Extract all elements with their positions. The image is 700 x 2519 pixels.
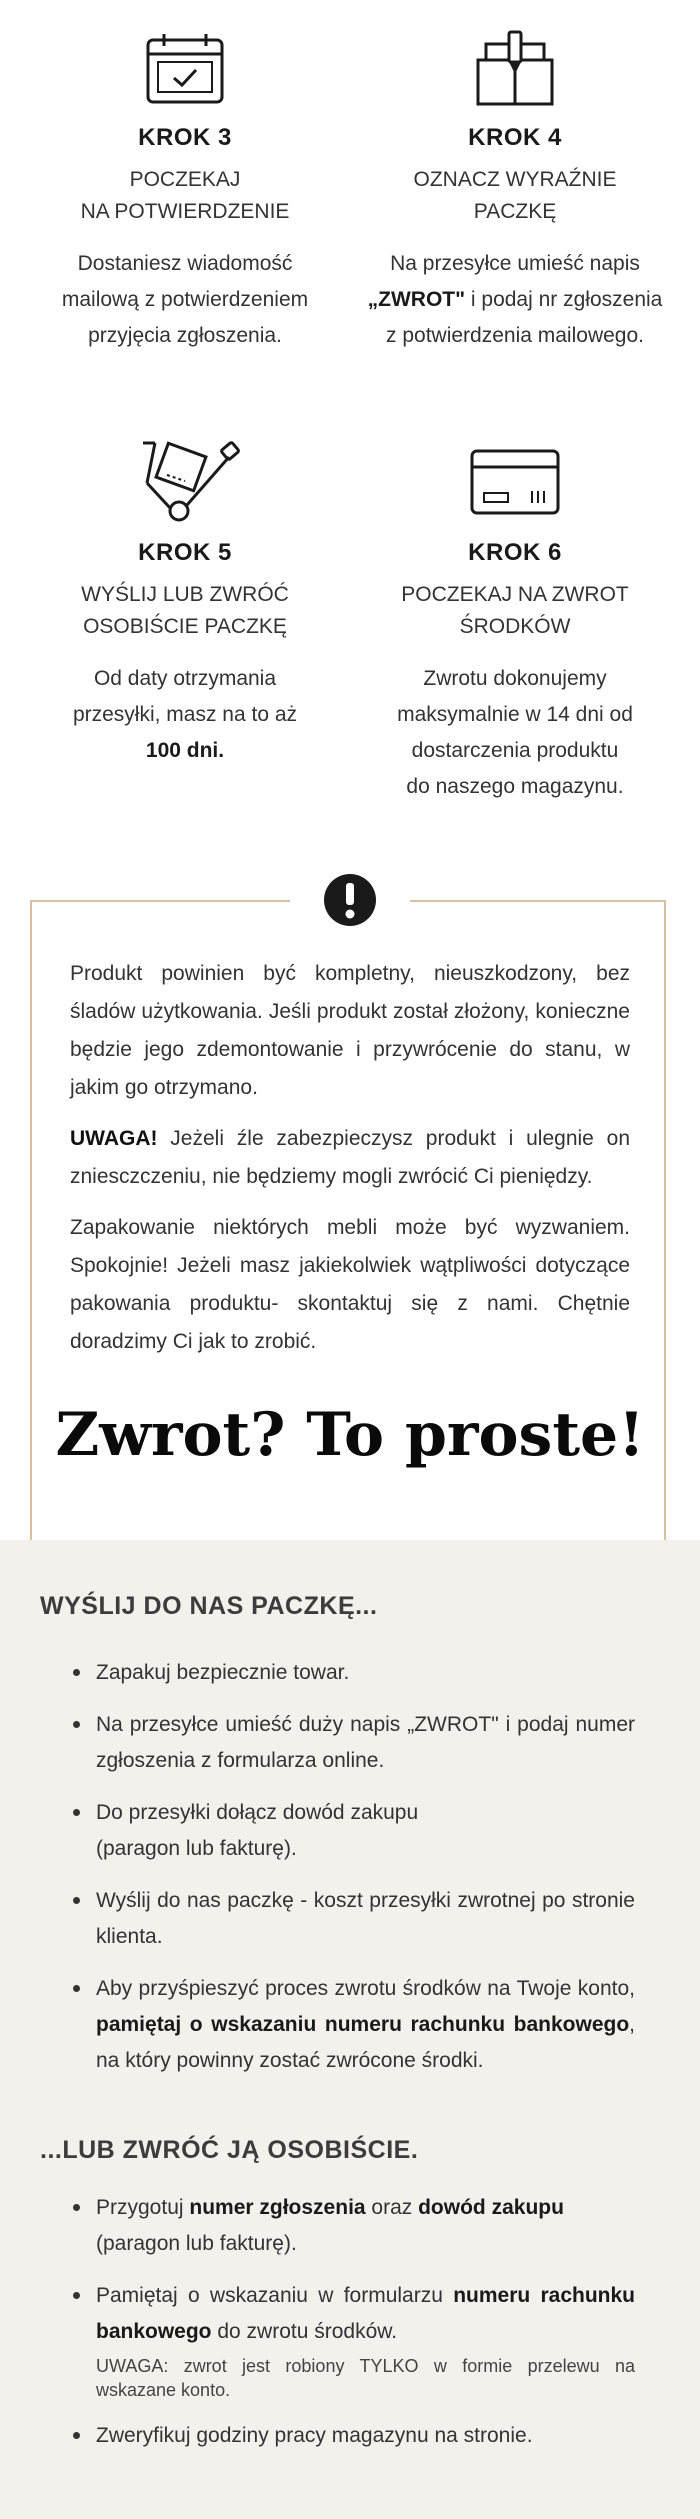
step-6-title: KROK 6 [468, 539, 562, 566]
step-3 [20, 30, 350, 354]
list-item: Aby przyśpieszyć proces zwrotu środków na Twoje konto, pamiętaj o wskazaniu numeru rachunku bankowego, na który powinny zostać zwrócone środki. [40, 1971, 635, 2079]
step-5-subtitle: WYŚLIJ LUB ZWRÓĆ OSOBIŚCIE PACZKĘ [81, 583, 289, 638]
step-3-subtitle: POCZEKAJ NA POTWIERDZENIE [80, 168, 290, 223]
step-5-title: KROK 5 [138, 539, 232, 566]
step-3-description: Dostaniesz wiadomość mailową z potwierdzeniem przyjęcia zgłoszenia. [61, 252, 309, 347]
credit-card-icon [460, 435, 570, 525]
box-marker-icon [460, 30, 570, 110]
step-4-description: Na przesyłce umieść napis „ZWROT" i podaj nr zgłoszenia z potwierdzenia mailowego. [367, 252, 663, 347]
notice-paragraph-1: Produkt powinien być kompletny, nieuszkodzony, bez śladów użytkowania. Jeśli produkt został złożony, konieczne będzie jego zdemontowanie i przywrócenie do stanu, w jakim go otrzymano. [70, 962, 630, 1099]
list-item: Przygotuj numer zgłoszenia oraz dowód zakupu (paragon lub fakturę). [40, 2190, 635, 2262]
slogan-heading: Zwrot? To proste! [55, 1400, 645, 1470]
notice-text [70, 955, 630, 1374]
return-methods-panel [0, 1540, 700, 2519]
notice-paragraph-2: UWAGA! Jeżeli źle zabezpieczysz produkt i ulegnie on zniesczczeniu, nie będziemy mogli zwrócić Ci pieniędzy. [70, 1127, 630, 1188]
step-3-title: KROK 3 [138, 124, 232, 151]
personal-list [40, 2190, 635, 2470]
list-item: Na przesyłce umieść duży napis „ZWROT" i podaj numer zgłoszenia z formularza online. [40, 1707, 635, 1779]
exclamation-icon [322, 872, 378, 928]
hand-truck-box-icon [125, 435, 245, 525]
calendar-check-icon [130, 30, 240, 110]
send-list [40, 1655, 635, 2095]
step-6-subtitle: POCZEKAJ NA ZWROT ŚRODKÓW [401, 583, 629, 638]
notice-paragraph-3: Zapakowanie niektórych mebli może być wyzwaniem. Spokojnie! Jeżeli masz jakiekolwiek wątpliwości dotyczące pakowania produktu- skontaktuj się z nami. Chętnie doradzimy Ci jak to zrobić. [70, 1216, 630, 1353]
step-4-subtitle: OZNACZ WYRAŹNIE PACZKĘ [413, 168, 617, 223]
step-4-title: KROK 4 [468, 124, 562, 151]
step-6 [350, 435, 680, 805]
transfer-note: UWAGA: zwrot jest robiony TYLKO w formie przelewu na wskazane konto. [96, 2356, 635, 2400]
send-heading: WYŚLIJ DO NAS PACZKĘ... [40, 1592, 378, 1620]
step-5 [20, 435, 350, 769]
step-6-description: Zwrotu dokonujemy maksymalnie w 14 dni od dostarczenia produktu do naszego magazynu. [397, 667, 633, 798]
step-5-description: Od daty otrzymania przesyłki, masz na to aż 100 dni. [72, 667, 298, 762]
personal-heading: ...LUB ZWRÓĆ JĄ OSOBIŚCIE. [40, 2136, 419, 2164]
list-item: Zapakuj bezpiecznie towar. [40, 1655, 635, 1691]
list-item: Zweryfikuj godziny pracy magazynu na stronie. [40, 2418, 635, 2454]
list-item: Wyślij do nas paczkę - koszt przesyłki zwrotnej po stronie klienta. [40, 1883, 635, 1955]
list-item: Pamiętaj o wskazaniu w formularzu numeru rachunku bankowego do zwrotu środków. UWAGA: zwrot jest robiony TYLKO w formie przelewu na wskazane konto. [40, 2278, 635, 2402]
list-item: Do przesyłki dołącz dowód zakupu (paragon lub fakturę). [40, 1795, 635, 1867]
step-4 [350, 30, 680, 354]
